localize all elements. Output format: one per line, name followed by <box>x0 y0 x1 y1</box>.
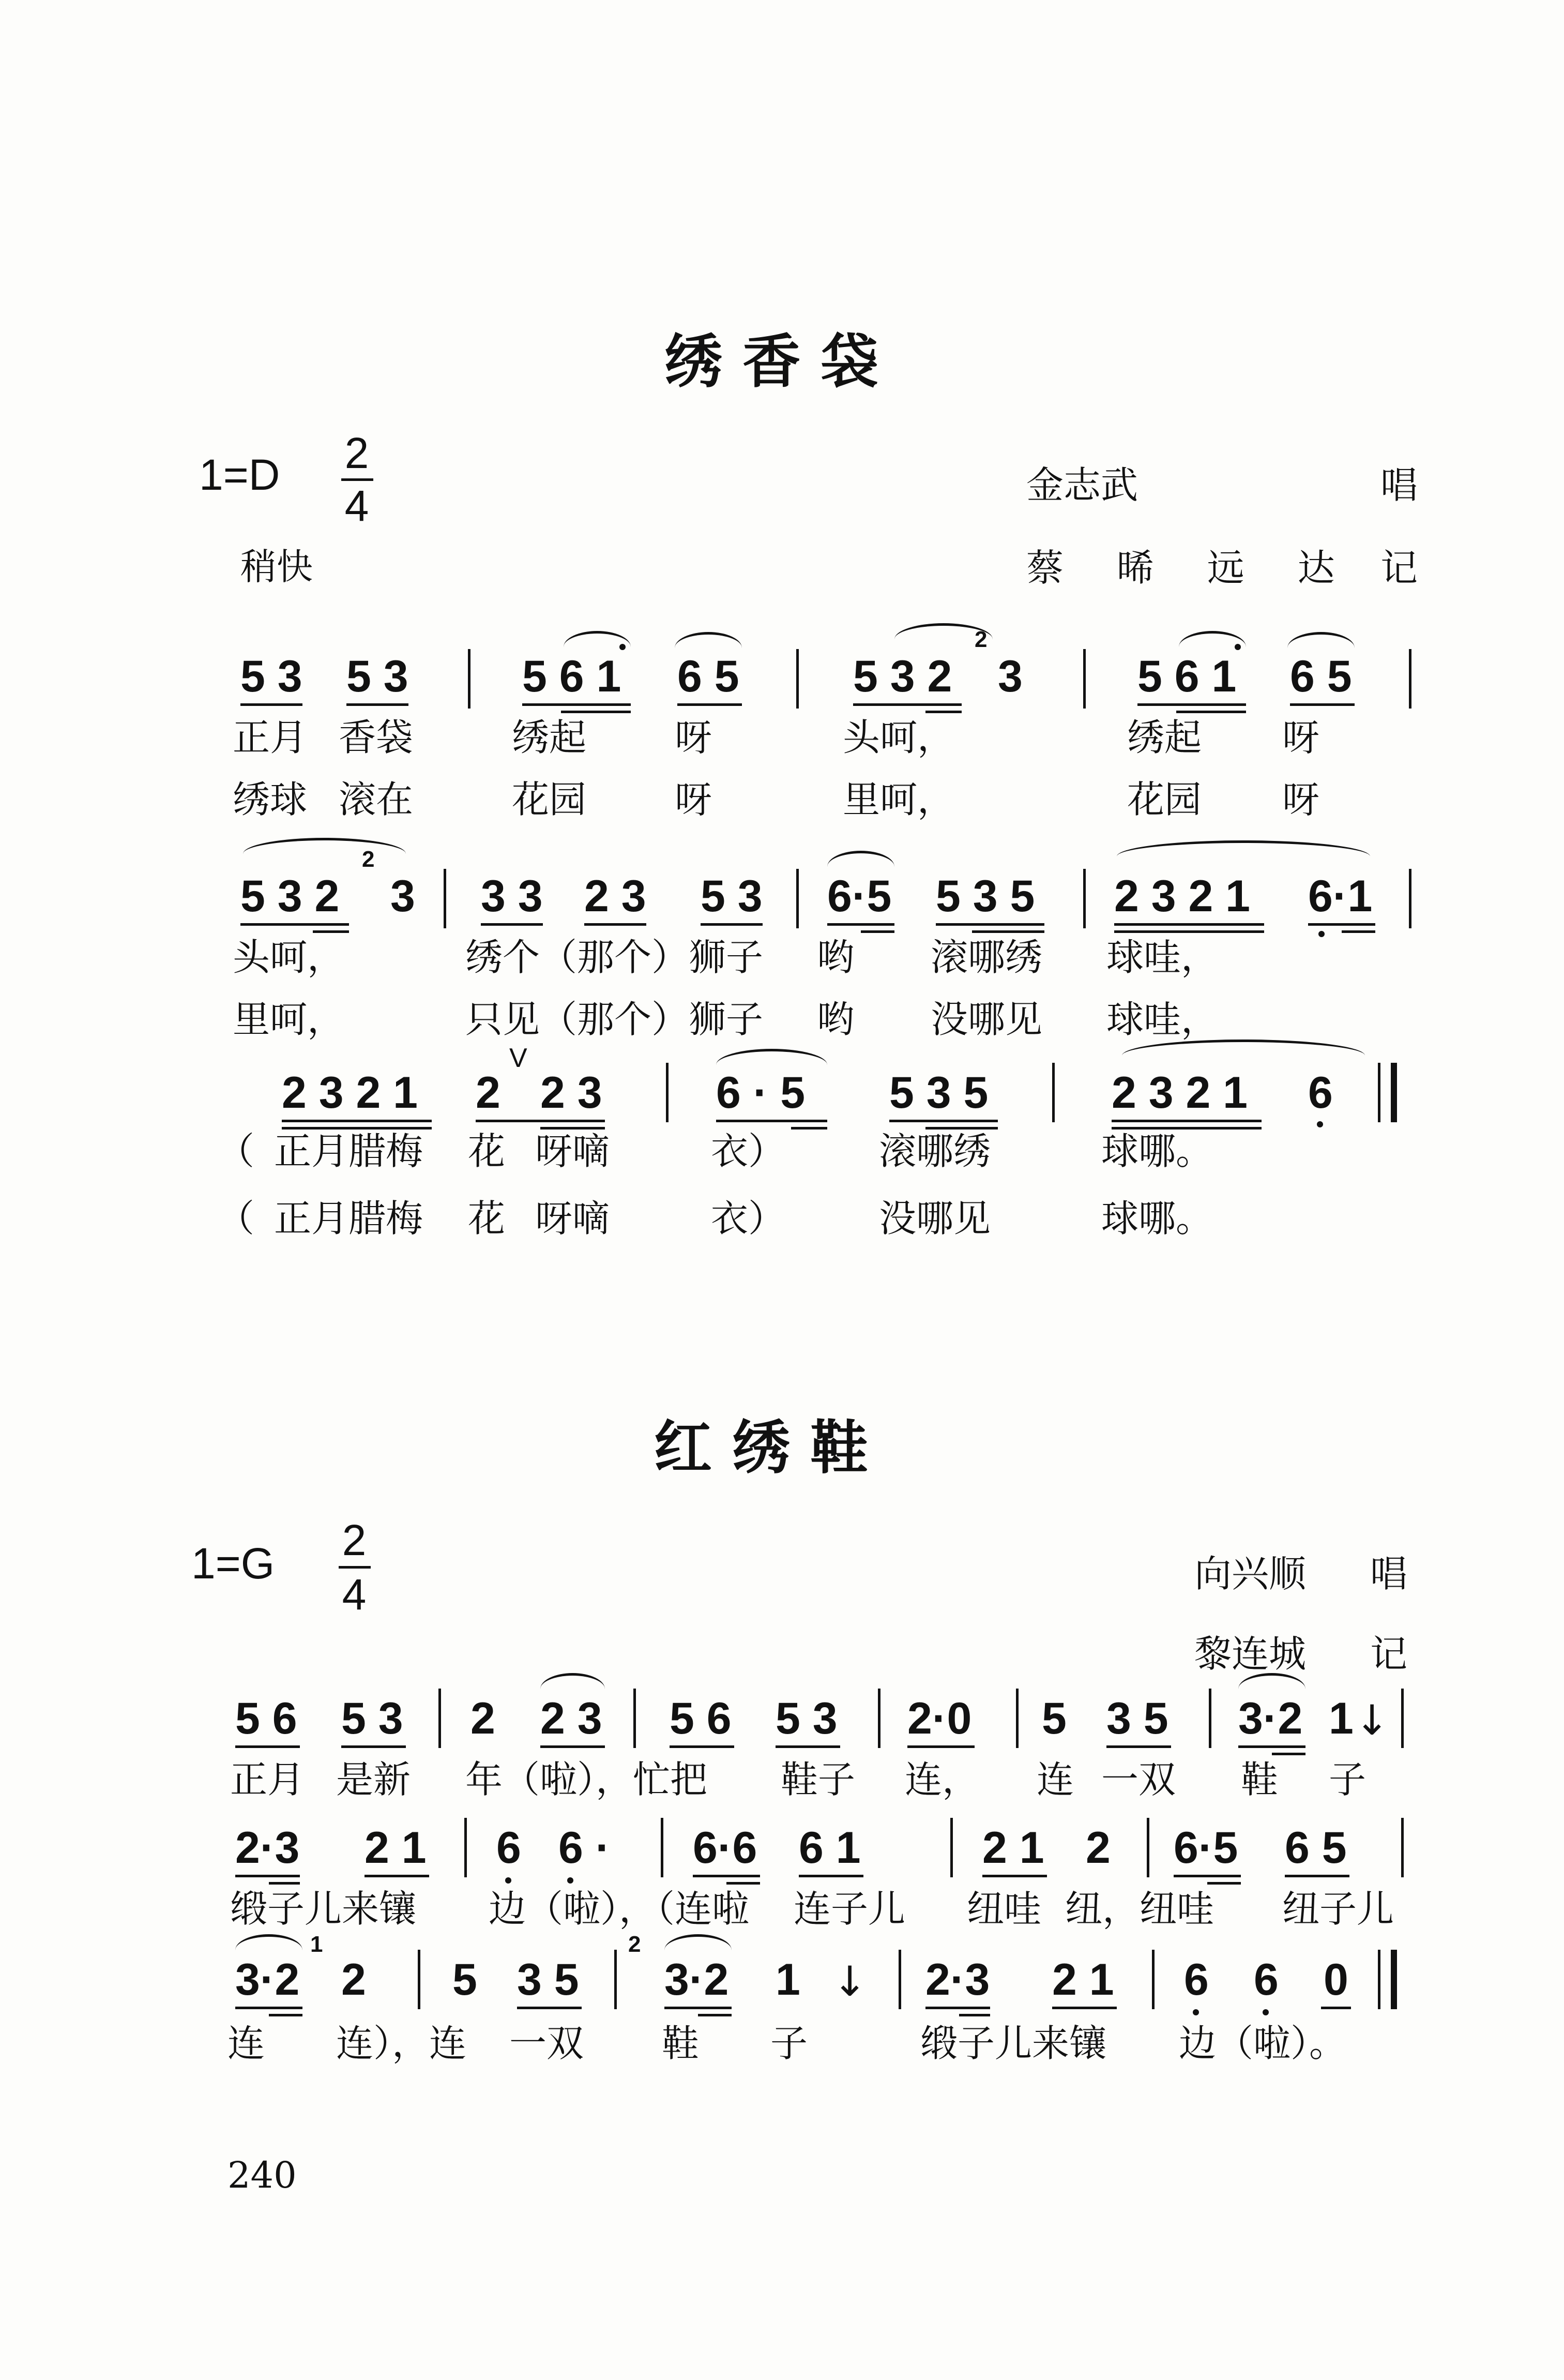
note-group: 2 3 2 1 <box>282 1068 418 1118</box>
lyric: 鞋 <box>662 2022 700 2065</box>
note-group: 2 3 2 1 <box>1112 1068 1248 1118</box>
note-group: 6 · 5 <box>716 1068 806 1118</box>
barline <box>1409 649 1411 709</box>
underline <box>517 2007 582 2009</box>
lyric: 呀嘀 <box>535 1129 610 1173</box>
final-barline <box>1391 1063 1397 1122</box>
lyric: 连， <box>905 1758 980 1801</box>
lyric: 花 <box>468 1129 506 1173</box>
lyric: 滚哪绣 <box>879 1129 991 1173</box>
note-group: 2 3 <box>540 1694 602 1743</box>
lyric: 边（啦），（连啦 <box>489 1887 750 1931</box>
note-group: 6 <box>1184 1955 1209 2005</box>
lyric: 没哪见 <box>931 998 1043 1041</box>
lyric: 纽哇 <box>967 1887 1042 1931</box>
underline <box>269 2014 302 2016</box>
slur <box>1122 1040 1365 1056</box>
underline <box>936 923 1044 926</box>
underline <box>1290 703 1355 706</box>
grace-note: 1 <box>310 1932 323 1957</box>
lyric: 缎子儿来镶 <box>230 1887 417 1931</box>
underline <box>982 1875 1047 1877</box>
note-group: 2 1 <box>1052 1955 1114 2005</box>
underline <box>861 930 894 933</box>
grace-note: 2 <box>628 1932 641 1957</box>
note-group: 3 <box>998 652 1023 701</box>
slur <box>540 1673 605 1689</box>
barline <box>878 1689 880 1748</box>
underline <box>799 1875 863 1877</box>
slur <box>675 632 742 648</box>
lyric: （ <box>217 1129 255 1173</box>
lyric: 一双 <box>509 2022 584 2065</box>
slur <box>564 631 631 647</box>
song1-singer-role: 唱 <box>1380 463 1418 507</box>
grace-note: 2 <box>362 847 375 872</box>
lyric: 呀 <box>1282 778 1320 821</box>
note-group: 6 5 <box>1290 652 1352 701</box>
lyric: 滚在 <box>339 778 414 821</box>
barline <box>796 649 799 709</box>
lyric: 鞋子 <box>781 1758 856 1801</box>
underline <box>365 1875 429 1877</box>
note-group: 2 1 <box>365 1823 427 1873</box>
underline <box>791 1127 827 1129</box>
note-group: 3·2 <box>235 1955 300 2005</box>
underline <box>1321 2007 1351 2009</box>
underline <box>584 923 646 926</box>
underline <box>313 930 349 933</box>
note-group: 3·2 <box>664 1955 729 2005</box>
note-group: 5 6 <box>670 1694 732 1743</box>
slur <box>243 838 406 854</box>
song1-title: 绣 香 袋 <box>664 328 878 396</box>
lyric: 绣个（那个）狮子 <box>465 936 764 979</box>
slur <box>664 1934 732 1950</box>
song2-singer: 向兴顺 <box>1194 1552 1307 1595</box>
underline <box>677 703 742 706</box>
note-group: 5 3 <box>240 652 302 701</box>
lyric: 呀 <box>675 778 712 821</box>
octave-dot <box>1317 1121 1323 1127</box>
barline <box>1147 1818 1149 1877</box>
barline <box>418 1950 420 2009</box>
song1-tempo: 稍快 <box>240 546 313 588</box>
lyric: 绣起 <box>512 716 587 759</box>
barline <box>796 869 799 928</box>
song2-time-bottom: 4 <box>342 1570 367 1619</box>
slur <box>716 1049 827 1065</box>
song2-key: 1=G <box>191 1539 275 1588</box>
note-group: 2 <box>476 1068 500 1118</box>
underline <box>476 1120 605 1122</box>
barline <box>661 1818 663 1877</box>
note-group: 2·3 <box>235 1823 300 1873</box>
underline <box>1106 1745 1171 1748</box>
barline <box>1401 1818 1404 1877</box>
note-group: 6 5 <box>1285 1823 1347 1873</box>
lyric: 正月腊梅 <box>274 1197 423 1240</box>
underline <box>693 1875 760 1877</box>
lyric: 花园 <box>512 778 587 821</box>
barline <box>950 1818 953 1877</box>
lyric: 连子儿 <box>794 1887 906 1931</box>
lyric: 是新 <box>336 1758 411 1801</box>
octave-dot <box>1318 931 1325 937</box>
underline <box>540 1745 605 1748</box>
note-group: 5 6 1 <box>522 652 621 701</box>
underline <box>776 1745 840 1748</box>
slur <box>827 851 894 867</box>
underline <box>716 1120 827 1122</box>
underline <box>522 703 631 706</box>
underline <box>1174 1875 1241 1877</box>
barline <box>1409 869 1411 928</box>
song2-time-line <box>339 1566 371 1569</box>
lyric: 连 <box>227 2022 265 2065</box>
note-group: 5 <box>1042 1694 1067 1743</box>
note-group: 2·0 <box>907 1694 972 1743</box>
underline <box>235 1875 300 1877</box>
song1-singer: 金志武 <box>1026 463 1138 507</box>
note-group: 3·2 <box>1238 1694 1303 1743</box>
song2-singer-role: 唱 <box>1370 1552 1408 1595</box>
note-group: 5 3 <box>701 871 763 921</box>
lyric: 哟 <box>817 998 855 1041</box>
lyric: 衣） <box>711 1197 786 1240</box>
note-group: 2 <box>341 1955 366 2005</box>
lyric: 花 <box>468 1197 506 1240</box>
note-group: 3 <box>390 871 415 921</box>
underline <box>1114 923 1264 926</box>
underline <box>341 1745 406 1748</box>
underline <box>346 703 408 706</box>
barline <box>1401 1689 1404 1748</box>
barline <box>1016 1689 1019 1748</box>
lyric: 年（啦），忙把 <box>465 1758 708 1801</box>
lyric: 花园 <box>1127 778 1202 821</box>
note-group: 5 <box>452 1955 477 2005</box>
note-group: 3 3 <box>481 871 543 921</box>
underline <box>726 1882 760 1885</box>
lyric: 呀嘀 <box>535 1197 610 1240</box>
lyric: 边（啦）。 <box>1179 2022 1347 2065</box>
final-barline <box>1391 1950 1397 2009</box>
note-group: 6·5 <box>1174 1823 1238 1873</box>
page-number: 240 <box>227 2154 297 2196</box>
down-arrow-icon: ↓ <box>832 1957 868 2006</box>
barline <box>1378 1950 1380 2009</box>
note-group: 2 <box>470 1694 495 1743</box>
lyric: 一双 <box>1101 1758 1176 1801</box>
lyric: 子 <box>1329 1758 1366 1801</box>
song2-recorder: 黎连城 <box>1194 1632 1307 1676</box>
note-group: 6 1 <box>799 1823 861 1873</box>
lyric: 绣球 <box>233 778 308 821</box>
barline <box>468 649 470 709</box>
note-group: 2 3 <box>540 1068 602 1118</box>
lyric: 滚哪绣 <box>931 936 1043 979</box>
note-group: 6·5 <box>827 871 892 921</box>
slur <box>1287 632 1355 648</box>
underline <box>481 923 543 926</box>
note-group: 5 3 <box>776 1694 838 1743</box>
underline <box>1176 711 1246 713</box>
note-group: 1 <box>776 1955 800 2005</box>
note-group: 6 <box>1308 1068 1333 1118</box>
note-group: 2·3 <box>925 1955 990 2005</box>
lyric: 球哇， <box>1106 936 1219 979</box>
barline <box>1209 1689 1211 1748</box>
note-group: 5 3 2 <box>853 652 952 701</box>
underline <box>1112 1120 1262 1122</box>
slur <box>235 1934 302 1950</box>
underline <box>1052 2007 1117 2009</box>
underline <box>1238 1745 1305 1748</box>
underline <box>972 930 1044 933</box>
note-group: 6 5 <box>677 652 739 701</box>
lyric: （ <box>217 1197 255 1240</box>
octave-dot <box>1193 2009 1199 2015</box>
underline <box>561 711 631 713</box>
underline <box>282 1120 432 1122</box>
slur <box>1179 631 1246 647</box>
underline <box>907 1745 975 1748</box>
underline <box>269 1882 300 1885</box>
note-group: 5 3 5 <box>936 871 1035 921</box>
note-group: 3 5 <box>1106 1694 1168 1743</box>
lyric: 里呵， <box>843 778 955 821</box>
note-group: 5 3 5 <box>889 1068 989 1118</box>
song1-key: 1=D <box>199 450 280 499</box>
barline <box>1052 1063 1055 1122</box>
underline <box>853 703 962 706</box>
lyric: 子 <box>770 2022 808 2065</box>
lyric: 头呵， <box>233 936 345 979</box>
note-group: 2 3 <box>584 871 646 921</box>
underline <box>1137 703 1246 706</box>
note-group: 6 · <box>558 1823 611 1873</box>
lyric: 正月腊梅 <box>274 1129 423 1173</box>
lyric: 鞋 <box>1241 1758 1279 1801</box>
underline <box>827 923 894 926</box>
grace-note: 2 <box>975 627 988 652</box>
lyric: 呀 <box>1282 716 1320 759</box>
underline <box>235 1745 300 1748</box>
underline <box>1272 1753 1305 1755</box>
barline <box>444 869 446 928</box>
lyric: 哟 <box>817 936 855 979</box>
underline <box>240 703 302 706</box>
lyric: 呀 <box>675 716 712 759</box>
underline <box>959 2014 990 2016</box>
lyric: 球哪。 <box>1101 1197 1213 1240</box>
underline <box>889 1120 998 1122</box>
lyric: 里呵， <box>233 998 345 1041</box>
song1-recorder-role: 记 <box>1380 546 1418 590</box>
lyric: 正月 <box>230 1758 305 1801</box>
barline <box>899 1950 901 2009</box>
note-group: 2 3 2 1 <box>1114 871 1250 921</box>
underline <box>1308 923 1375 926</box>
note-group: 2 1 <box>982 1823 1044 1873</box>
note-group: 5 3 <box>346 652 408 701</box>
barline <box>666 1063 669 1122</box>
note-group: 5 6 1 <box>1137 652 1237 701</box>
song2-recorder-role: 记 <box>1370 1632 1408 1676</box>
barline <box>633 1689 636 1748</box>
note-group: 6·1 <box>1308 871 1373 921</box>
note-group: 6 <box>496 1823 521 1873</box>
note-group: 0 <box>1324 1955 1348 2005</box>
song2-title: 红 绣 鞋 <box>654 1414 868 1482</box>
song1-time-top: 2 <box>344 429 369 477</box>
lyric: 没哪见 <box>879 1197 991 1240</box>
underline <box>670 1745 734 1748</box>
note-group: 5 3 <box>341 1694 403 1743</box>
lyric: 正月 <box>233 716 308 759</box>
underline <box>1207 1882 1241 1885</box>
underline <box>701 923 763 926</box>
underline <box>240 923 349 926</box>
lyric: 纽子儿 <box>1282 1887 1394 1931</box>
lyric: 衣） <box>711 1129 786 1173</box>
note-group: 1 <box>1329 1694 1354 1743</box>
barline <box>1083 869 1086 928</box>
underline <box>925 2007 990 2009</box>
slur <box>1117 840 1370 856</box>
lyric: 纽，纽哇 <box>1065 1887 1214 1931</box>
underline <box>698 2014 732 2016</box>
lyric: 缎子儿来镶 <box>920 2022 1107 2065</box>
underline <box>1114 930 1264 933</box>
barline <box>1378 1063 1380 1122</box>
underline <box>1342 930 1375 933</box>
octave-dot <box>505 1877 511 1884</box>
underline <box>1285 1875 1349 1877</box>
barline <box>1083 649 1086 709</box>
lyric: 绣起 <box>1127 716 1202 759</box>
song2-time-top: 2 <box>342 1516 367 1564</box>
octave-dot <box>1263 2009 1269 2015</box>
song1-recorder: 蔡 晞 远 达 <box>1026 546 1356 590</box>
note-group: 2 <box>1086 1823 1111 1873</box>
note-group: 3 5 <box>517 1955 579 2005</box>
lyric: 香袋 <box>339 716 414 759</box>
down-arrow-icon: ↓ <box>1355 1696 1390 1744</box>
note-group: 5 6 <box>235 1694 297 1743</box>
underline <box>925 711 962 713</box>
barline <box>614 1950 617 2009</box>
note-group: 5 3 2 <box>240 871 340 921</box>
note-group: 6·6 <box>693 1823 757 1873</box>
breath-mark: V <box>509 1043 527 1073</box>
note-group: 6 <box>1254 1955 1279 2005</box>
underline <box>235 2007 302 2009</box>
lyric: 连 <box>1037 1758 1074 1801</box>
underline <box>664 2007 732 2009</box>
lyric: 球哇， <box>1106 998 1219 1041</box>
octave-dot <box>567 1877 573 1884</box>
barline <box>464 1818 467 1877</box>
lyric: 球哪。 <box>1101 1129 1213 1173</box>
song1-time-bottom: 4 <box>344 481 369 530</box>
barline <box>1152 1950 1155 2009</box>
lyric: 只见（那个）狮子 <box>465 998 764 1041</box>
barline <box>438 1689 441 1748</box>
lyric: 头呵， <box>843 716 955 759</box>
lyric: 连），连 <box>336 2022 467 2065</box>
